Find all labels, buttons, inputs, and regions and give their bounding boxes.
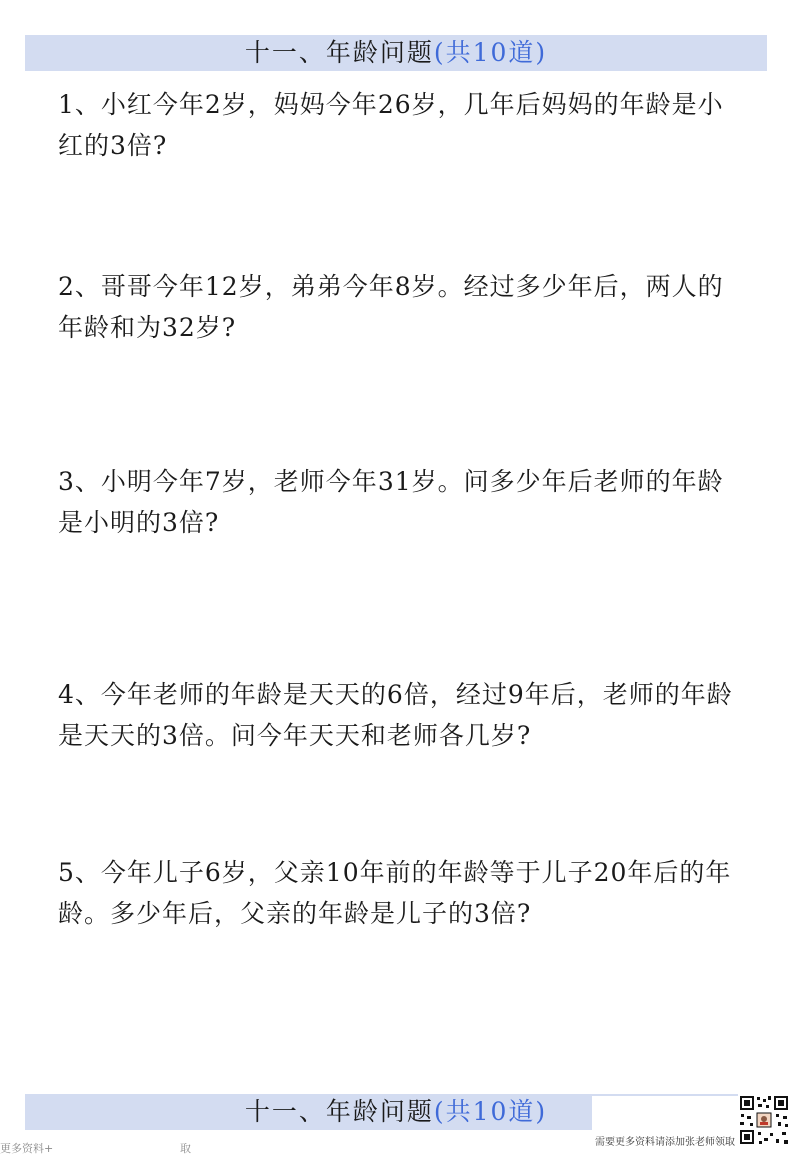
question-4: 4、今年老师的年龄是天天的6倍，经过9年后，老师的年龄是天天的3倍。问今年天天和老师各几岁? [58,680,733,750]
question-count: (共10道) [433,38,548,67]
question-3: 3、小明今年7岁，老师今年31岁。问多少年后老师的年龄是小明的3倍? [58,467,724,537]
footer-overlay [592,1096,742,1132]
footer-question-count: (共10道) [433,1097,548,1126]
qr-code-icon [738,1094,790,1146]
promo-text: 需要更多资料请添加张老师领取 [595,1137,735,1148]
page-title: 十一、年龄问题 [244,38,434,67]
footer-title: 十一、年龄问题 [244,1097,434,1126]
question-5: 5、今年儿子6岁，父亲10年前的年龄等于儿子20年后的年龄。多少年后，父亲的年龄是儿子的3倍? [58,858,732,928]
question-2: 2、哥哥今年12岁，弟弟今年8岁。经过多少年后，两人的年龄和为32岁? [58,272,724,342]
page-title-bar [25,35,767,71]
question-1: 1、小红今年2岁，妈妈今年26岁，几年后妈妈的年龄是小红的3倍? [58,90,724,160]
corner-watermark-left: 更多资料+ [0,1142,54,1155]
corner-watermark-mid: 取 [180,1142,191,1155]
